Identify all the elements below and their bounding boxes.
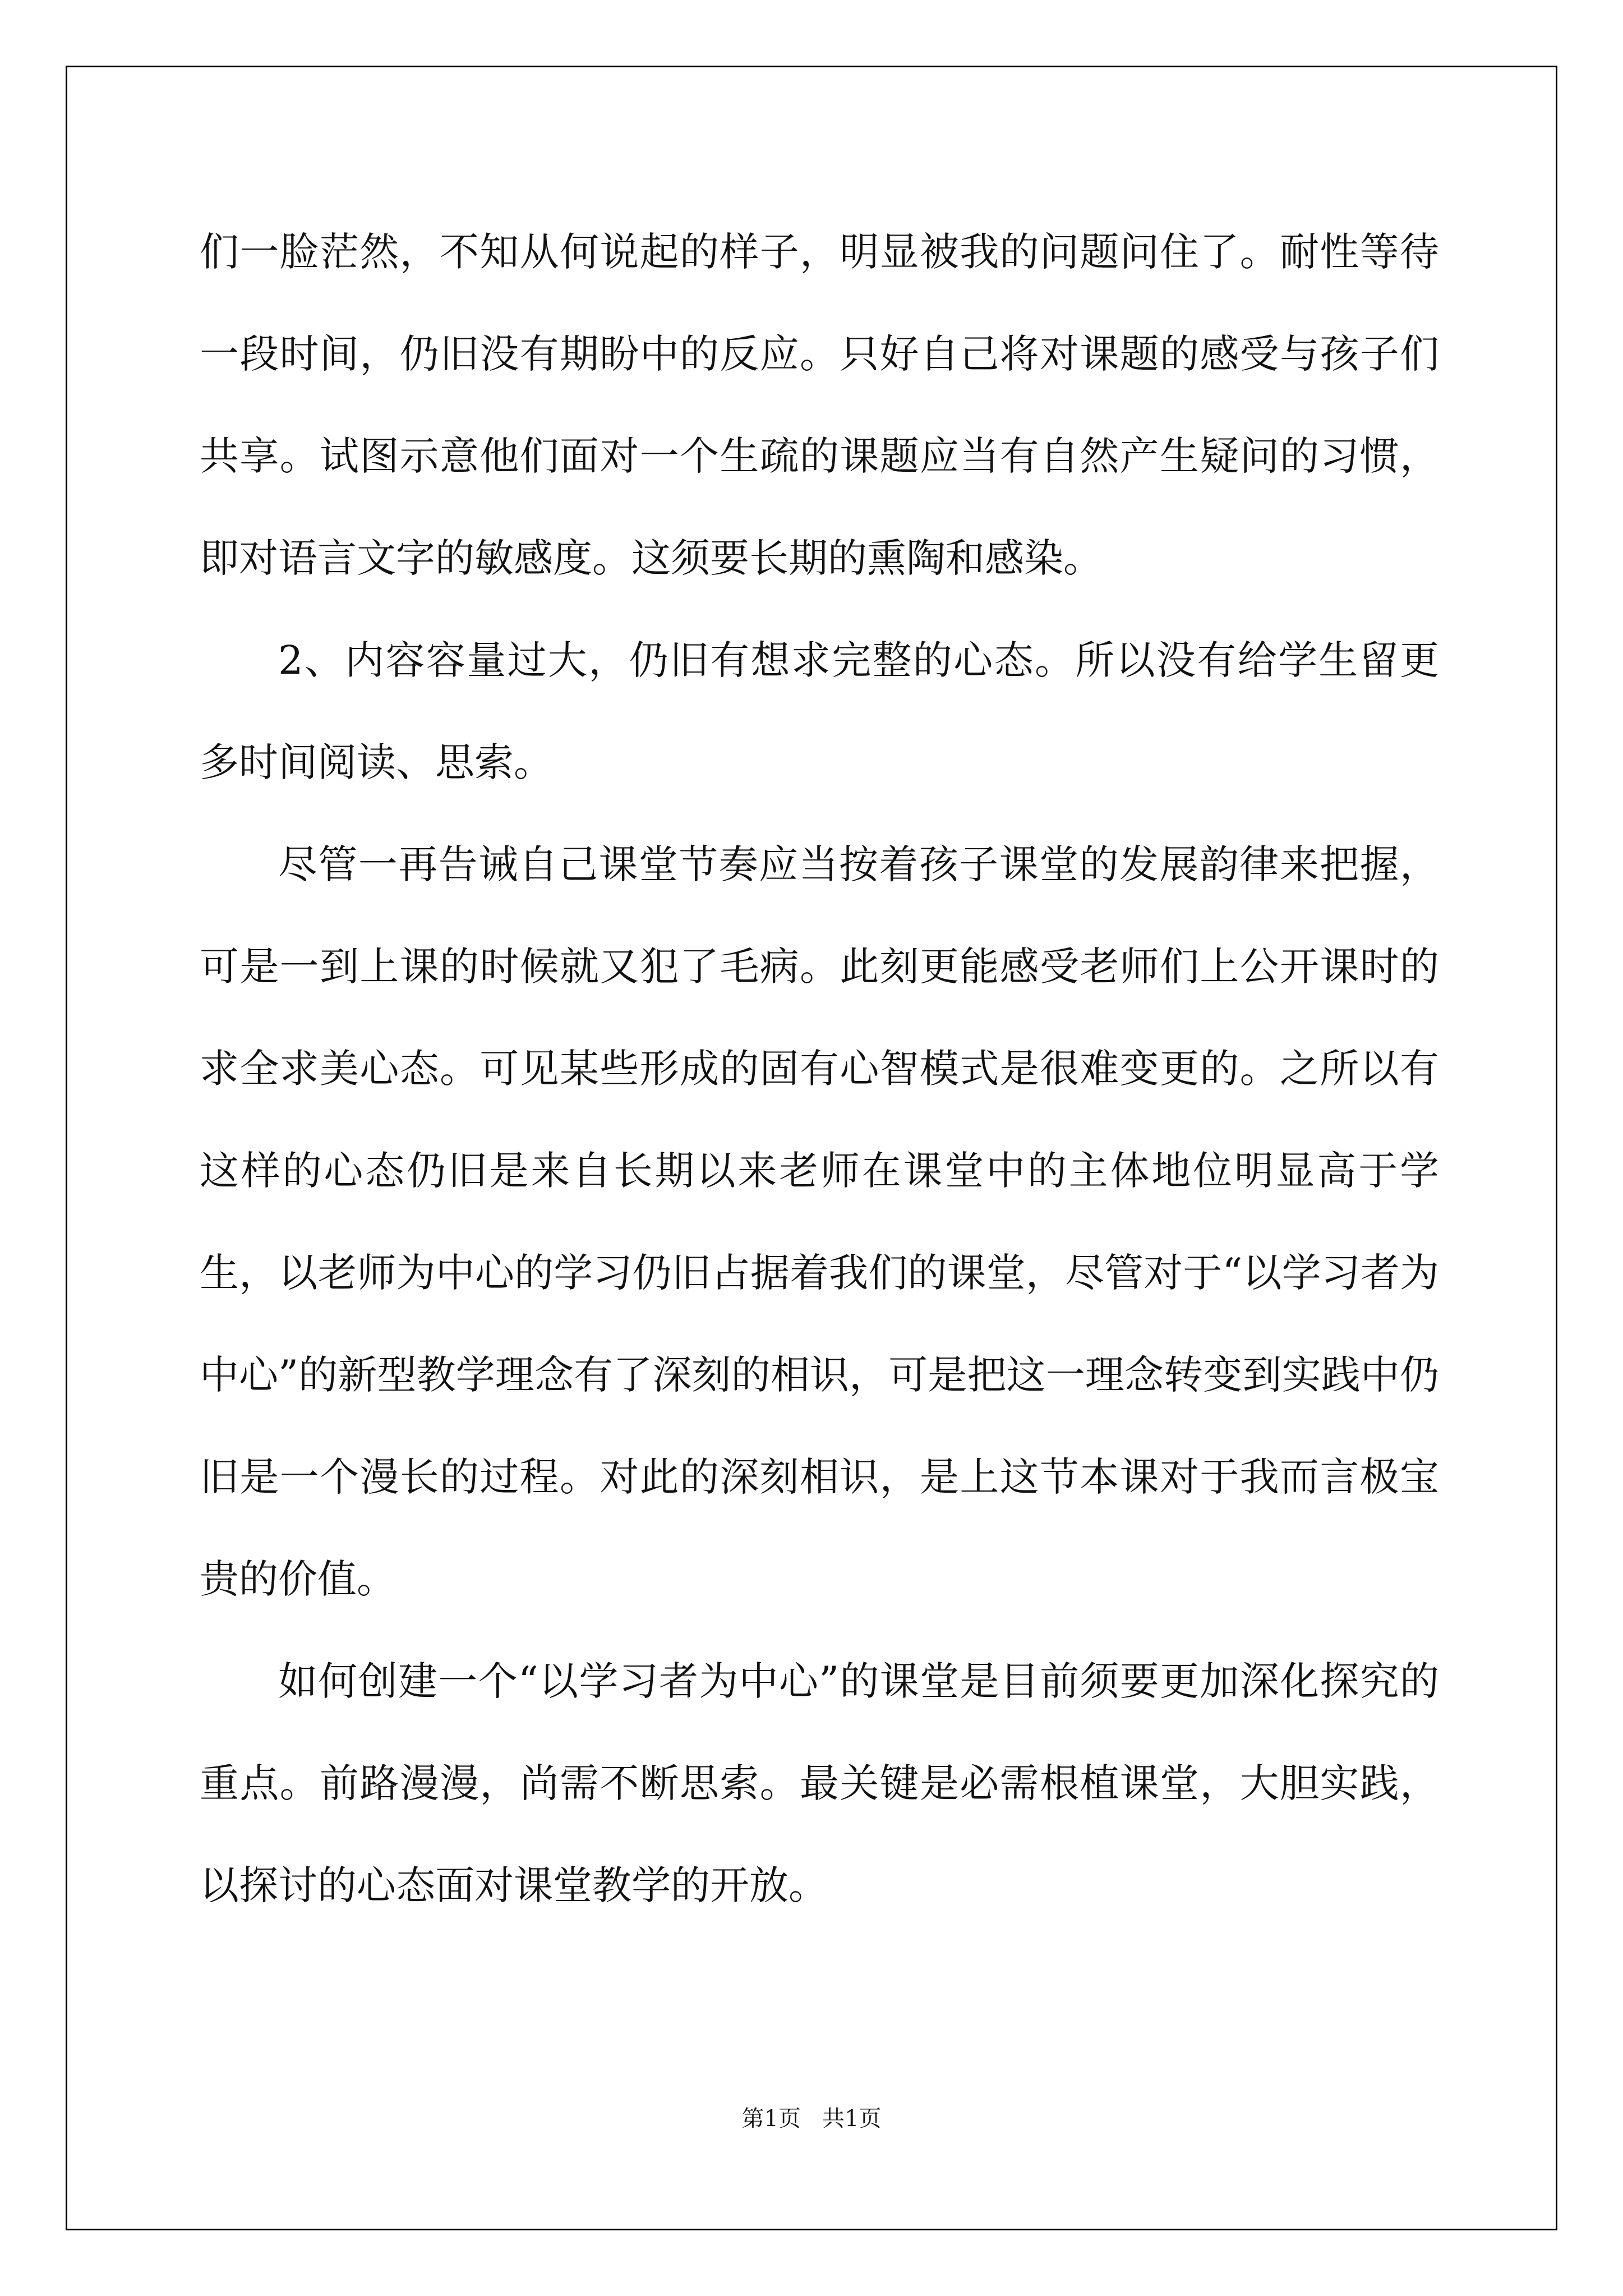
paragraph-1: 们一脸茫然，不知从何说起的样子，明显被我的问题问住了。耐性等待一段时间，仍旧没有期盼中的反应。只好自己将对课题的感受与孩子们共享。试图示意他们面对一个生疏的课题应当有自然产生疑问的习惯，即对语言文字的敏感度。这须要长期的熏陶和感染。 xyxy=(200,229,1439,581)
document-body xyxy=(200,201,1439,1936)
page-footer: 第1页 共1页 xyxy=(741,2106,882,2132)
paragraph-3: 尽管一再告诫自己课堂节奏应当按着孩子课堂的发展韵律来把握，可是一到上课的时候就又犯了毛病。此刻更能感受老师们上公开课时的求全求美心态。可见某些形成的固有心智模式是很难变更的。之所以有这样的心态仍旧是来自长期以来老师在课堂中的主体地位明显高于学生，以老师为中心的学习仍旧占据着我们的课堂，尽管对于“以学习者为中心”的新型教学理念有了深刻的相识，可是把这一理念转变到实践中仍旧是一个漫长的过程。对此的深刻相识，是上这节本课对于我而言极宝贵的价值。 xyxy=(200,841,1439,1602)
paragraph-4: 如何创建一个“以学习者为中心”的课堂是目前须要更加深化探究的重点。前路漫漫，尚需不断思索。最关键是必需根植课堂，大胆实践，以探讨的心态面对课堂教学的开放。 xyxy=(200,1658,1439,1908)
paragraph-2: 2、内容容量过大，仍旧有想求完整的心态。所以没有给学生留更多时间阅读、思索。 xyxy=(200,637,1439,785)
